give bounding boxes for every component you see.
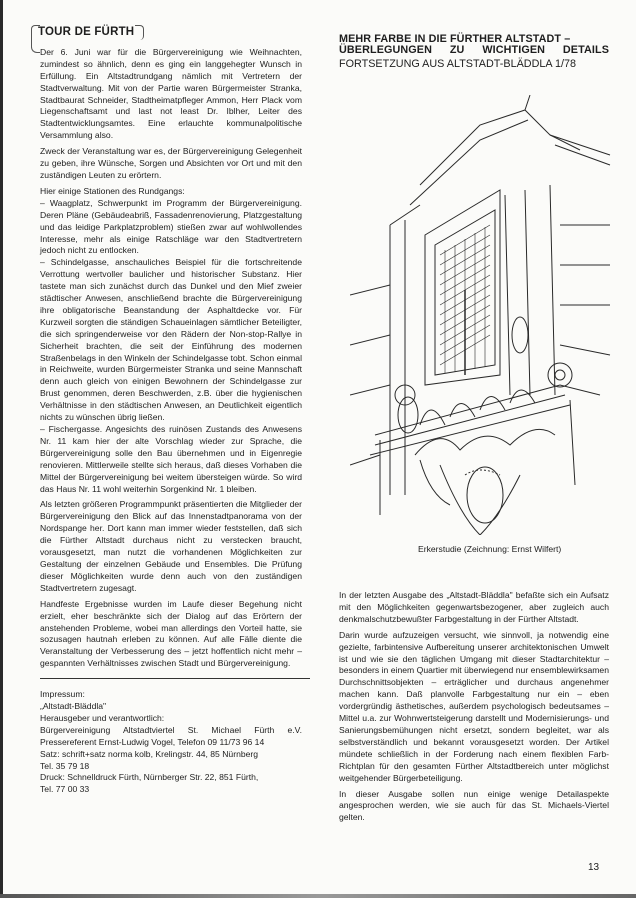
printing: Druck: Schnelldruck Fürth, Nürnberger Str. 22, 851 Fürth, <box>40 772 259 783</box>
paragraph: Zweck der Veranstaltung war es, der Bürgervereinigung Gelegenheit zu geben, ihre Wünsche, Sorgen und Absichten vor Ort und mit den zuständigen Leuten zu erörtern. <box>40 146 302 180</box>
right-column-body <box>339 590 609 828</box>
right-column-header <box>339 34 609 70</box>
typesetting-phone: Tel. 35 79 18 <box>40 760 90 771</box>
paragraph: In dieser Ausgabe sollen nun einige wenige Detailaspekte angesprochen werden, wie sie auch für das St. Michaels-Viertel gelten. <box>339 788 609 823</box>
impressum-label: Impressum: <box>40 689 85 700</box>
headline <box>339 34 609 56</box>
article-title: TOUR DE FÜRTH <box>34 25 138 41</box>
paragraph: Als letzten größeren Programmpunkt präsentierten die Mitglieder der Bürgervereinigung den Blick auf das Innenstadtpanorama von der Nordspange her. Dort kann man immer wieder feststellen, daß sich die Fürther Altstadt durchaus nicht zu verstecken braucht, vorausgesetzt, man nutzt die vorhandenen Möglichkeiten zur Gestaltung der einzelnen Gebäude und Ensembles. Die Prüfung dieser Möglichkeiten wurde denn auch von den zuständigen Stadtvertretern zugesagt. <box>40 499 302 593</box>
page-edge-bottom <box>0 894 636 898</box>
impressum <box>40 689 302 796</box>
headline-line-2: ÜBERLEGUNGEN ZU WICHTIGEN DETAILS <box>339 44 609 56</box>
paragraph: Hier einige Stationen des Rundgangs: <box>40 185 185 196</box>
page-number: 13 <box>588 862 600 873</box>
station-fischergasse: – Fischergasse. Angesichts des ruinösen Zustands des Anwesens Nr. 11 kam hier der alte Vorschlag wieder zur Sprache, die Bürgervereinigung solle den Bau übernehmen und in Eigenregie renovieren. Mittlerweile stellte sich heraus, daß dieses Vorhaben die Mittel der Bürgervereinigung bei weitem übersteigen würde. So wird das Haus Nr. 11 wohl weiterhin Sorgenkind Nr. 1 bleiben. <box>40 424 302 494</box>
headline-line-1: MEHR FARBE IN DIE FÜRTHER ALTSTADT – <box>339 33 571 45</box>
left-column <box>40 25 302 796</box>
page-edge <box>0 0 3 898</box>
oriel-window-sketch <box>350 95 615 535</box>
paragraph: Handfeste Ergebnisse wurden im Laufe dieser Begehung nicht erzielt, eher beschränkte sich der Dialog auf das Erörtern der anstehenden Probleme, wobei man allerdings den Vorteil hatte, sie sozusagen hautnah erleben zu können. Auf alle Fälle diente die Veranstaltung der Verbesserung des – jetzt hoffentlich nicht mehr – gespannten Verhältnisses zwischen Stadt und Bürgervereinigung. <box>40 598 302 669</box>
publication-name: „Altstadt-Bläddla" <box>40 701 107 712</box>
publisher-label: Herausgeber und verantwortlich: <box>40 712 165 723</box>
paragraph: Der 6. Juni war für die Bürgervereinigung wie Weihnachten, zumindest so ähnlich, denn es ging ein langgehegter Wunsch in Erfüllung. Ein Altstadtrundgang nämlich mit Vertretern der Stadtverwaltung. Mit von der Partie waren Bürgermeister Stranka, Stadtbaurat Schneider, Stadtheimatpfleger Ammon, Herr Plack vom Liegenschaftsamt und last not least Dr. Iblher, Leiter des Stadtentwicklungsamtes. Eine erlauchte kommunalpolitische Versammlung also. <box>40 46 302 141</box>
station-waagplatz: – Waagplatz, Schwerpunkt im Programm der Bürgervereinigung. Deren Pläne (Gebäudeabriß, Fassadenrenovierung, Platzgestaltung und das leidige Parkplatzproblem) stießen zwar auf wohlwollendes Interesse, mehr als einige Ratschläge war den Stadtvertretern jedoch nicht zu entlocken. <box>40 197 302 256</box>
printing-phone: Tel. 77 00 33 <box>40 784 90 795</box>
image-caption: Erkerstudie (Zeichnung: Ernst Wilfert) <box>418 544 562 554</box>
press-officer: Pressereferent Ernst-Ludwig Vogel, Telefon 09 11/73 96 14 <box>40 736 265 747</box>
publisher: Bürgervereinigung Altstadtviertel St. Michael Fürth e.V. <box>40 724 302 735</box>
subheadline: FORTSETZUNG AUS ALTSTADT-BLÄDDLA 1/78 <box>339 58 576 70</box>
typesetting: Satz: schrift+satz norma kolb, Krelingstr. 44, 85 Nürnberg <box>40 748 259 759</box>
section-divider <box>40 678 310 679</box>
paragraph: Darin wurde aufzuzeigen versucht, wie sinnvoll, ja notwendig eine gezielte, farbintensive Aufbereitung unserer architektonischen Umwelt ist und wie sie den täglichen Umgang mit dieser Stadtarchitektur – besonders in einem Quartier mit überwiegend nur ensemblewirksamen Durchschnittsobjekten – erträglicher und durchaus angenehmer machen kann. Daß planvolle Farbgestaltung nur ein – eben vordergründig ästhetisches, außerdem psychologisch bedeutsames – Mittel u.a. zur Wohnwertsteigerung darstellt und Modernisierungs- und Sanierungsbemühungen nicht ersetzt, sondern begleitet, war als selbstverständlich und bekannt vorausgesetzt worden. Der Artikel mündete schließlich in der Forderung nach einem flexiblen Farb-Richtplan für den gesamten Fürther Altstadtbereich unter möglichst weitgehender Bürgerbeteiligung. <box>339 629 609 783</box>
paragraph: In der letzten Ausgabe des „Altstadt-Bläddla" befaßte sich ein Aufsatz mit den Möglichkeiten gegenwartsbezogener, aber zugleich auch denkmalschutzbewußter Farbgestaltung in der Fürther Altstadt. <box>339 590 609 624</box>
station-schindelgasse: – Schindelgasse, anschauliches Beispiel für die fortschreitende Verrottung wertvoller baulicher und historischer Substanz. Hier tastete man sich zunächst durch das Dunkel und den Mief zweier städtischer Anwesen, anschließend brachte die Bürgervereinigung ihre obligatorische Beanstandung der Asphaltdecke vor. Für Kurzweil sorgten die ständigen Schaueinlagen sämtlicher Beteiligter, die sich springenderweise vor den Rädern der Non-stop-Rallye in Sicherheit brachten, die seit der Einführung des modernen Straßenbelags in den Winkeln der Schindelgasse tobt. Schon einmal in Reichweite, wurden Bürgermeister Stranka und seine Mannschaft denn auch gleich von einigen Bewohnern der Schindelgasse zur Brust genommen, deren Beschwerden, z.B. über die hygienischen Verhältnisse in den städtischen Anwesen, an Deutlichkeit eigentlich nichts zu wünschen übrig ließen. <box>40 257 302 423</box>
